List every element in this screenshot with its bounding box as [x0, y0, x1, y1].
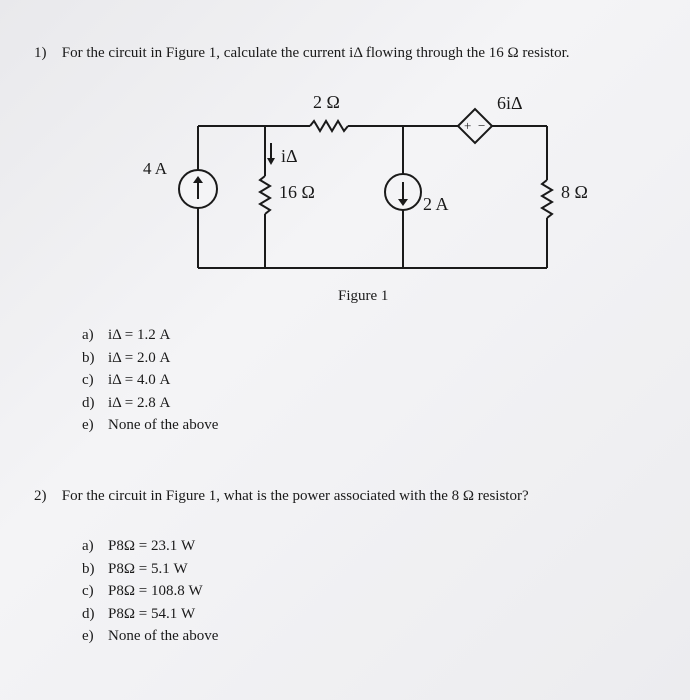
- resistor-16-ohm: [260, 176, 270, 214]
- option-1c[interactable]: c) iΔ = 4.0 A: [82, 372, 171, 388]
- question-1-text: For the circuit in Figure 1, calculate the current iΔ flowing through the 16 Ω resistor.: [61, 45, 570, 61]
- label-dependent-source: 6iΔ: [497, 93, 523, 113]
- option-2e[interactable]: e) None of the above: [82, 628, 219, 644]
- label-minus: −: [478, 118, 486, 133]
- question-2-number: 2): [34, 488, 47, 504]
- option-2a[interactable]: a) P8Ω = 23.1 W: [82, 538, 196, 554]
- label-4a: 4 A: [143, 159, 168, 178]
- question-2-options: [82, 535, 218, 648]
- question-2: [34, 488, 529, 505]
- option-1d[interactable]: d) iΔ = 2.8 A: [82, 394, 171, 411]
- question-1-number: 1): [34, 45, 47, 61]
- circuit-figure: [0, 0, 690, 320]
- option-2b[interactable]: b) P8Ω = 5.1 W: [82, 560, 188, 577]
- option-1a[interactable]: a) iΔ = 1.2 A: [82, 327, 171, 343]
- option-2c[interactable]: c) P8Ω = 108.8 W: [82, 583, 203, 599]
- label-2a: 2 A: [423, 194, 449, 214]
- option-2d[interactable]: d) P8Ω = 54.1 W: [82, 605, 196, 622]
- label-2-ohm: 2 Ω: [313, 92, 340, 112]
- option-1e[interactable]: e) None of the above: [82, 417, 219, 433]
- label-8-ohm: 8 Ω: [561, 182, 588, 202]
- option-1b[interactable]: b) iΔ = 2.0 A: [82, 349, 171, 366]
- question-2-text: For the circuit in Figure 1, what is the power associated with the 8 Ω resistor?: [61, 488, 529, 504]
- resistor-2-ohm: [310, 121, 348, 131]
- question-1-options: [82, 324, 218, 437]
- label-current-i-delta: iΔ: [281, 146, 298, 166]
- figure-caption: Figure 1: [338, 288, 389, 304]
- resistor-8-ohm: [542, 180, 552, 218]
- label-16-ohm: 16 Ω: [279, 182, 315, 202]
- label-plus: +: [464, 118, 472, 133]
- current-arrow-head: [267, 158, 275, 165]
